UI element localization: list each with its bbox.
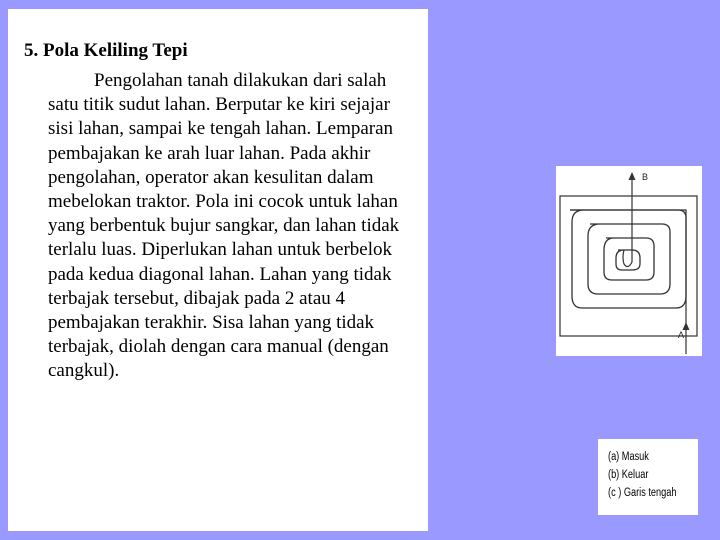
section-title: 5. Pola Keliling Tepi <box>24 40 188 61</box>
legend-item-keluar: (b) Keluar <box>608 469 649 481</box>
diagram-svg <box>556 166 702 356</box>
spiral-pass-3 <box>604 238 654 280</box>
exit-line <box>623 176 632 267</box>
legend-item-garis-tengah: (c ) Garis tengah <box>608 487 677 499</box>
body-paragraph: Pengolahan tanah dilakukan dari salah satu titik sudut lahan. Berputar ke kiri sejajar sisi lahan, sampai ke tengah lahan. Lemparan pembajakan ke arah luar lahan. Pada akhir pengolahan, operator akan kesulitan dalam mebelokan traktor. Pola ini cocok untuk lahan yang berbentuk bujur sangkar, dan lahan tidak terlalu luas. Diperlukan lahan untuk berbelok pada kedua diagonal lahan. Lahan yang tidak terbajak tersebut, dibajak pada 2 atau 4 pembajakan terakhir. Sisa lahan yang tidak terbajak, diolah dengan cara manual (dengan cangkul). <box>48 70 400 382</box>
spiral-pattern-diagram <box>556 166 702 356</box>
label-b: B <box>642 172 649 182</box>
label-a: A <box>678 330 685 340</box>
legend-item-masuk: (a) Masuk <box>608 451 649 463</box>
entry-arrow <box>683 322 690 330</box>
legend-box <box>598 439 698 515</box>
exit-arrow <box>629 172 636 180</box>
spiral-pass-2 <box>588 224 670 294</box>
text-panel <box>8 9 428 531</box>
